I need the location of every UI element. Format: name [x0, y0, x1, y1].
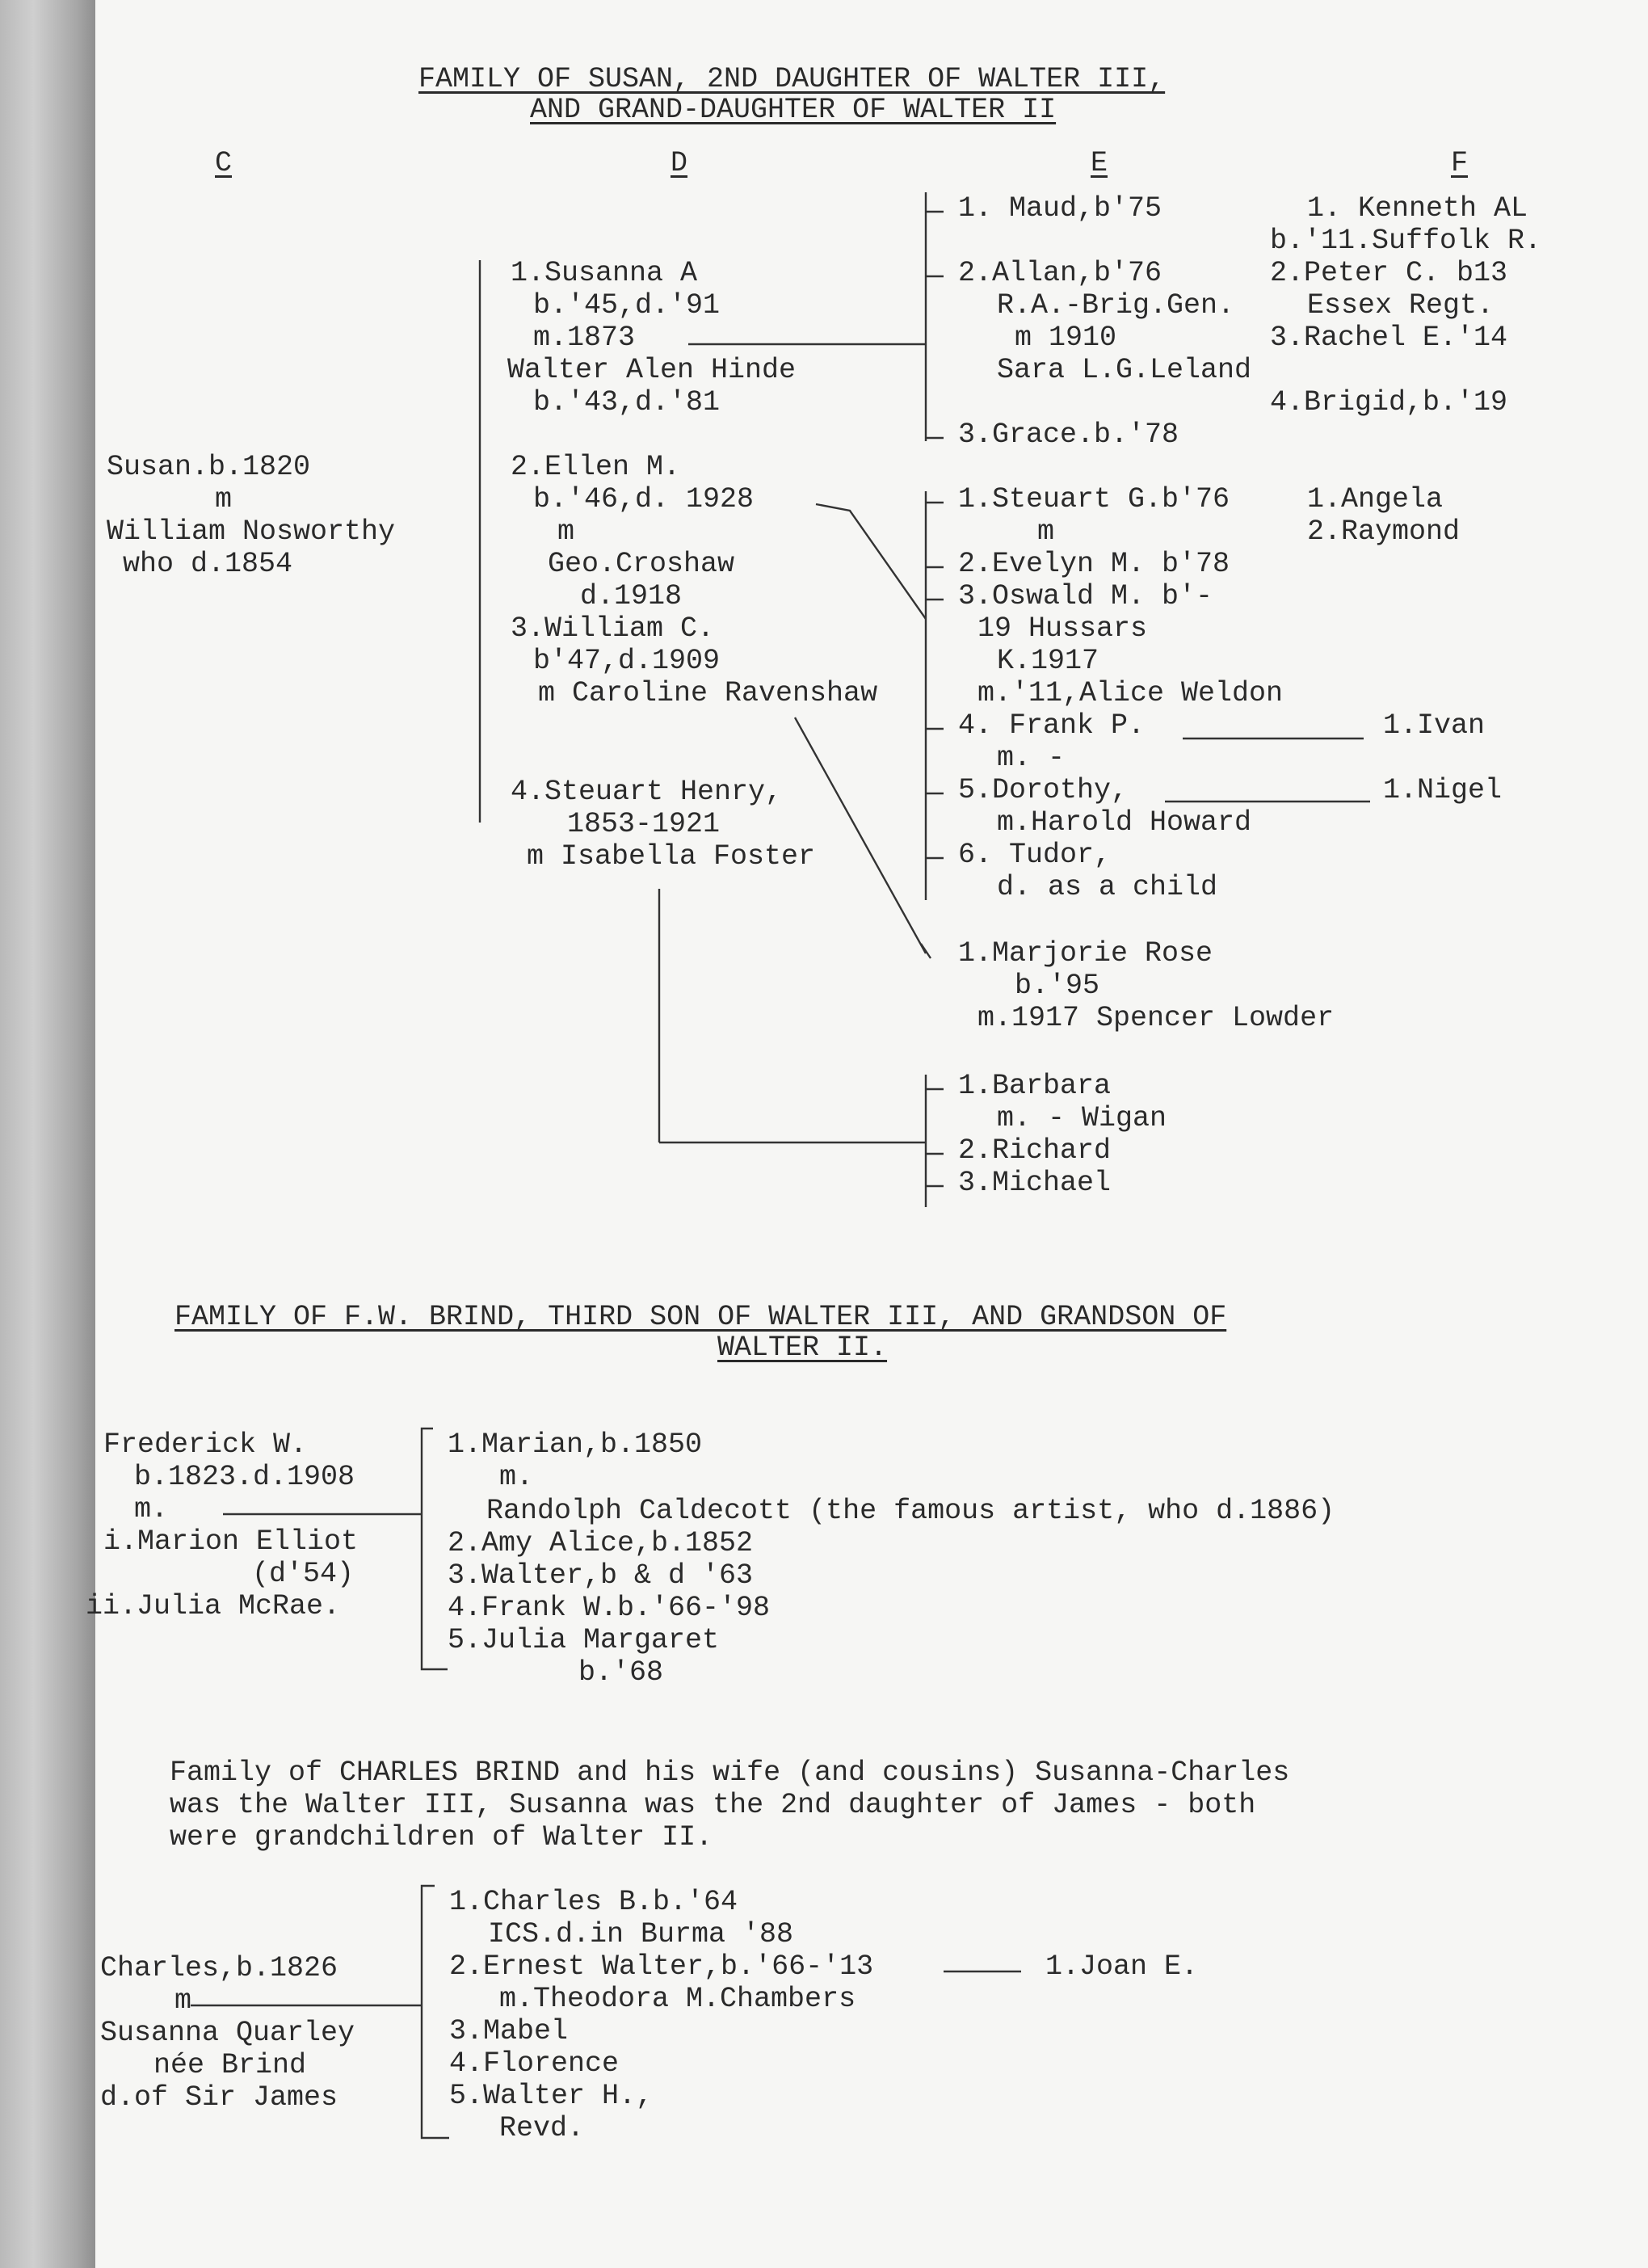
charles-wife: Susanna Quarley: [100, 2017, 355, 2049]
barbara-married: m. - Wigan: [997, 1102, 1167, 1134]
oswald-married: m.'11,Alice Weldon: [977, 677, 1284, 709]
brigid: 4.Brigid,b.'19: [1270, 386, 1508, 419]
section3-intro-line2: was the Walter III, Susanna was the 2nd daughter of James - both: [170, 1789, 1256, 1821]
william-dates: b'47,d.1909: [533, 645, 721, 677]
rachel: 3.Rachel E.'14: [1270, 322, 1508, 354]
joan-e: 1.Joan E.: [1045, 1950, 1199, 1983]
column-header-f: F: [1451, 147, 1469, 179]
ellen-spouse-death: d.1918: [580, 580, 683, 612]
kenneth-detail: b.'11.Suffolk R.: [1270, 225, 1542, 257]
steuart-dates: 1853-1921: [567, 808, 721, 840]
ellen-name: 2.Ellen M.: [511, 451, 681, 483]
section3-intro-line1: Family of CHARLES BRIND and his wife (and cousins) Susanna-Charles: [170, 1757, 1290, 1789]
ernest-walter-married: m.Theodora M.Chambers: [499, 1983, 856, 2015]
frederick-wife-2: ii.Julia McRae.: [86, 1590, 341, 1622]
marjorie-married: m.1917 Spencer Lowder: [977, 1002, 1335, 1034]
dorothy-married: m.Harold Howard: [997, 806, 1252, 839]
susanna-spouse-dates: b.'43,d.'81: [533, 386, 721, 419]
frederick-wife-1: i.Marion Elliot: [103, 1525, 359, 1558]
marian: 1.Marian,b.1850: [448, 1429, 703, 1461]
frank-p: 4. Frank P.: [958, 709, 1146, 742]
ellen-spouse: Geo.Croshaw: [548, 548, 735, 580]
tudor-death: d. as a child: [997, 871, 1218, 903]
kenneth: 1. Kenneth AL: [1307, 192, 1528, 225]
marjorie-born: b.'95: [1015, 970, 1100, 1002]
page-binding-shadow: [0, 0, 95, 2268]
document-page: [86, 0, 1648, 2268]
section2-title-line2: WALTER II.: [717, 1332, 888, 1364]
evelyn: 2.Evelyn M. b'78: [958, 548, 1230, 580]
michael: 3.Michael: [958, 1167, 1112, 1199]
peter-regiment: Essex Regt.: [1307, 289, 1495, 322]
column-header-d: D: [671, 147, 688, 179]
susanna-married: m.1873: [533, 322, 636, 354]
charles-wife-father: d.of Sir James: [100, 2081, 338, 2114]
richard: 2.Richard: [958, 1134, 1112, 1167]
julia-margaret-born: b.'68: [578, 1656, 664, 1689]
steuart-name: 4.Steuart Henry,: [511, 776, 783, 808]
frederick-name: Frederick W.: [103, 1429, 308, 1461]
nigel: 1.Nigel: [1383, 774, 1503, 806]
charles-name: Charles,b.1826: [100, 1952, 338, 1984]
susan-married: m: [215, 483, 233, 515]
susan-spouse-death: who d.1854: [123, 548, 293, 580]
section3-intro-line3: were grandchildren of Walter II.: [170, 1821, 713, 1854]
grace: 3.Grace.b.'78: [958, 419, 1179, 451]
susan-name: Susan.b.1820: [107, 451, 311, 483]
ellen-dates: b.'46,d. 1928: [533, 483, 755, 515]
section1-title-line1: FAMILY OF SUSAN, 2ND DAUGHTER OF WALTER III,: [418, 63, 1166, 95]
allan: 2.Allan,b'76: [958, 257, 1162, 289]
maud: 1. Maud,b'75: [958, 192, 1162, 225]
allan-married: m 1910: [1015, 322, 1117, 354]
angela: 1.Angela: [1307, 483, 1444, 515]
walter-h: 5.Walter H.,: [449, 2080, 654, 2112]
susanna-spouse: Walter Alen Hinde: [507, 354, 797, 386]
susanna-name: 1.Susanna A: [511, 257, 698, 289]
allan-spouse: Sara L.G.Leland: [997, 354, 1252, 386]
frank-w: 4.Frank W.b.'66-'98: [448, 1592, 771, 1624]
steuart-g-married: m: [1037, 515, 1055, 548]
oswald-regiment: 19 Hussars: [977, 612, 1148, 645]
ernest-walter: 2.Ernest Walter,b.'66-'13: [449, 1950, 874, 1983]
allan-rank: R.A.-Brig.Gen.: [997, 289, 1235, 322]
frank-p-married: m. -: [997, 742, 1066, 774]
charles-wife-nee: née Brind: [153, 2049, 307, 2081]
amy: 2.Amy Alice,b.1852: [448, 1527, 754, 1559]
charles-married: m: [174, 1984, 192, 2017]
section2-title-line1: FAMILY OF F.W. BRIND, THIRD SON OF WALTER III, AND GRANDSON OF: [174, 1301, 1227, 1333]
frederick-wife-1-death: (d'54): [252, 1558, 355, 1590]
mabel: 3.Mabel: [449, 2015, 569, 2047]
oswald-killed: K.1917: [997, 645, 1099, 677]
column-header-c: C: [215, 147, 233, 179]
ellen-married: m: [557, 515, 575, 548]
tudor: 6. Tudor,: [958, 839, 1112, 871]
william-name: 3.William C.: [511, 612, 715, 645]
charles-b: 1.Charles B.b.'64: [449, 1886, 738, 1918]
peter: 2.Peter C. b13: [1270, 257, 1508, 289]
marjorie: 1.Marjorie Rose: [958, 937, 1213, 970]
oswald: 3.Oswald M. b'-: [958, 580, 1213, 612]
section1-title-line2: AND GRAND-DAUGHTER OF WALTER II: [530, 94, 1057, 126]
column-header-e: E: [1091, 147, 1108, 179]
steuart-spouse: m Isabella Foster: [527, 840, 816, 873]
walter-h-title: Revd.: [499, 2112, 585, 2144]
julia-margaret: 5.Julia Margaret: [448, 1624, 720, 1656]
charles-b-detail: ICS.d.in Burma '88: [488, 1918, 794, 1950]
marian-spouse: Randolph Caldecott (the famous artist, who d.1886): [486, 1495, 1335, 1527]
susanna-dates: b.'45,d.'91: [533, 289, 721, 322]
raymond: 2.Raymond: [1307, 515, 1461, 548]
frederick-married: m.: [134, 1493, 169, 1525]
ivan: 1.Ivan: [1383, 709, 1486, 742]
marian-married: m.: [499, 1461, 534, 1493]
barbara: 1.Barbara: [958, 1070, 1112, 1102]
walter-b: 3.Walter,b & d '63: [448, 1559, 754, 1592]
steuart-g: 1.Steuart G.b'76: [958, 483, 1230, 515]
william-spouse: m Caroline Ravenshaw: [538, 677, 878, 709]
dorothy: 5.Dorothy,: [958, 774, 1129, 806]
susan-spouse: William Nosworthy: [107, 515, 396, 548]
frederick-dates: b.1823.d.1908: [134, 1461, 355, 1493]
florence: 4.Florence: [449, 2047, 620, 2080]
